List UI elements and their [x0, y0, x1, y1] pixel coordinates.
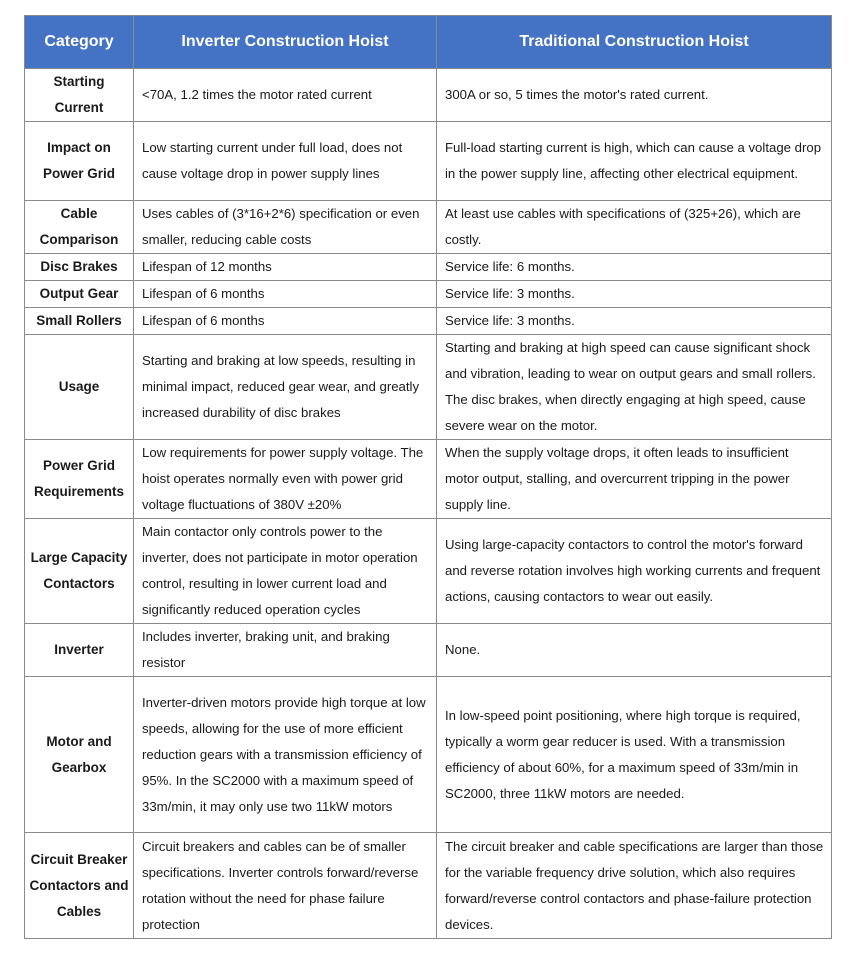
table-row — [25, 624, 832, 677]
row-inverter-value: Lifespan of 6 months — [134, 308, 437, 335]
row-category: Disc Brakes — [25, 254, 134, 281]
table-row — [25, 281, 832, 308]
row-traditional-value: The circuit breaker and cable specifications are larger than those for the variable frequency drive solution, which also requires forward/reverse control contactors and phase-failure protection devices. — [437, 833, 832, 939]
row-traditional-value: When the supply voltage drops, it often leads to insufficient motor output, stalling, and overcurrent tripping in the power supply line. — [437, 440, 832, 519]
row-traditional-value: Starting and braking at high speed can cause significant shock and vibration, leading to wear on output gears and small rollers. The disc brakes, when directly engaging at high speed, cause severe wear on the motor. — [437, 335, 832, 440]
table-header — [25, 16, 832, 69]
table-row — [25, 122, 832, 201]
header-inverter-hoist: Inverter Construction Hoist — [134, 16, 437, 69]
row-inverter-value: <70A, 1.2 times the motor rated current — [134, 69, 437, 122]
row-traditional-value: At least use cables with specifications of (325+26), which are costly. — [437, 201, 832, 254]
row-inverter-value: Low starting current under full load, does not cause voltage drop in power supply lines — [134, 122, 437, 201]
row-inverter-value: Low requirements for power supply voltage. The hoist operates normally even with power grid voltage fluctuations of 380V ±20% — [134, 440, 437, 519]
table-row — [25, 519, 832, 624]
row-category: Usage — [25, 335, 134, 440]
table-row — [25, 833, 832, 939]
table-row — [25, 308, 832, 335]
comparison-table-container — [24, 15, 831, 939]
row-category: Motor and Gearbox — [25, 677, 134, 833]
table-row — [25, 677, 832, 833]
header-row — [25, 16, 832, 69]
row-category: Small Rollers — [25, 308, 134, 335]
row-category: Circuit Breaker Contactors and Cables — [25, 833, 134, 939]
row-traditional-value: Full-load starting current is high, which can cause a voltage drop in the power supply line, affecting other electrical equipment. — [437, 122, 832, 201]
row-inverter-value: Inverter-driven motors provide high torque at low speeds, allowing for the use of more efficient reduction gears with a transmission efficiency of 95%. In the SC2000 with a maximum speed of 33m/min, it may only use two 11kW motors — [134, 677, 437, 833]
row-inverter-value: Lifespan of 12 months — [134, 254, 437, 281]
row-traditional-value: None. — [437, 624, 832, 677]
row-traditional-value: In low-speed point positioning, where high torque is required, typically a worm gear reducer is used. With a transmission efficiency of about 60%, for a maximum speed of 33m/min in SC2000, three 11kW motors are needed. — [437, 677, 832, 833]
table-row — [25, 335, 832, 440]
header-category: Category — [25, 16, 134, 69]
row-category: Starting Current — [25, 69, 134, 122]
table-body — [25, 69, 832, 939]
table-row — [25, 254, 832, 281]
row-inverter-value: Starting and braking at low speeds, resulting in minimal impact, reduced gear wear, and greatly increased durability of disc brakes — [134, 335, 437, 440]
row-inverter-value: Uses cables of (3*16+2*6) specification or even smaller, reducing cable costs — [134, 201, 437, 254]
row-traditional-value: 300A or so, 5 times the motor's rated current. — [437, 69, 832, 122]
row-traditional-value: Service life: 3 months. — [437, 308, 832, 335]
table-row — [25, 440, 832, 519]
row-category: Impact on Power Grid — [25, 122, 134, 201]
row-inverter-value: Main contactor only controls power to the inverter, does not participate in motor operation control, resulting in lower current load and significantly reduced operation cycles — [134, 519, 437, 624]
row-inverter-value: Circuit breakers and cables can be of smaller specifications. Inverter controls forward/reverse rotation without the need for phase failure protection — [134, 833, 437, 939]
header-traditional-hoist: Traditional Construction Hoist — [437, 16, 832, 69]
row-inverter-value: Includes inverter, braking unit, and braking resistor — [134, 624, 437, 677]
row-category: Large Capacity Contactors — [25, 519, 134, 624]
row-category: Power Grid Requirements — [25, 440, 134, 519]
table-row — [25, 201, 832, 254]
row-inverter-value: Lifespan of 6 months — [134, 281, 437, 308]
row-traditional-value: Service life: 3 months. — [437, 281, 832, 308]
row-traditional-value: Service life: 6 months. — [437, 254, 832, 281]
table-row — [25, 69, 832, 122]
row-traditional-value: Using large-capacity contactors to control the motor's forward and reverse rotation involves high working currents and frequent actions, causing contactors to wear out easily. — [437, 519, 832, 624]
row-category: Output Gear — [25, 281, 134, 308]
row-category: Cable Comparison — [25, 201, 134, 254]
row-category: Inverter — [25, 624, 134, 677]
comparison-table — [24, 15, 832, 939]
